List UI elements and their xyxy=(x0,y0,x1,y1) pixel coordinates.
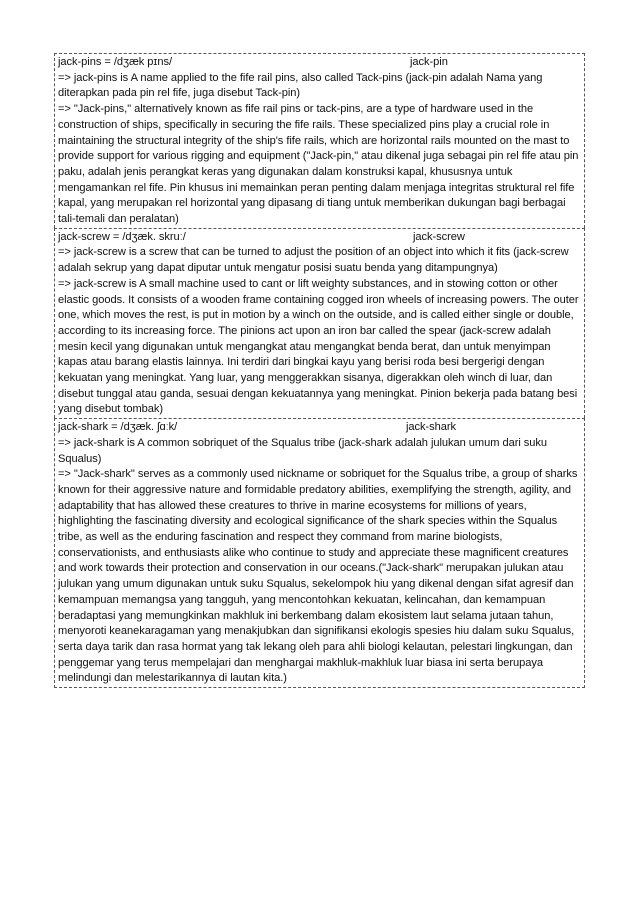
headword: jack-screw xyxy=(413,230,465,243)
pronunciation: jack-pins = /dʒæk pɪns/ xyxy=(58,56,172,68)
entry-header xyxy=(58,55,581,71)
definition-short: => jack-pins is A name applied to the fife rail pins, also called Tack-pins (jack-pin adalah Nama yang diterapkan pada pin rel fife, juga disebut Tack-pin) xyxy=(58,71,543,100)
pronunciation: jack-screw = /dʒæk. skruː/ xyxy=(58,230,186,243)
entry-header xyxy=(58,230,581,246)
dictionary-page xyxy=(54,53,585,688)
definition-short: => jack-shark is A common sobriquet of the Squalus tribe (jack-shark adalah julukan umum dari suku Squalus) xyxy=(58,436,548,465)
definition-long: => jack-screw is A small machine used to cant or lift weighty substances, and in stowing cotton or other elastic goods. It consists of a wooden frame containing cogged iron wheels of increasing powers. The outer one, which moves the rest, is put in motion by a winch on the outside, and is called either single or double, according to its increasing force. The pinions act upon an iron bar called the spear (jack-screw adalah mesin kecil yang digunakan untuk mengangkat atau mengangkat benda berat, dan untuk menyimpan kapas atau barang elastis lainnya. Ini terdiri dari bingkai kayu yang berisi roda besi bergerigi dengan kekuatan yang meningkat. Yang luar, yang menggerakkan sisanya, digerakkan oleh winch di luar, dan disebut tunggal atau ganda, sesuai dengan kekuatannya yang meningkat. Pinion bekerja pada batang besi yang disebut tombak) xyxy=(58,277,579,416)
entry-header xyxy=(58,420,581,436)
entry-jack-pins xyxy=(54,53,585,228)
definition-long: => "Jack-shark" serves as a commonly used nickname or sobriquet for the Squalus tribe, a group of sharks known for their aggressive nature and formidable predatory abilities, exemplifying the strength, agility, and adaptability that has allowed these creatures to thrive in marine ecosystems for millions of years, highlighting the fascinating diversity and ecological significance of the shark species within the Squalus tribe, as well as the enduring fascination and respect they command from marine biologists, conservationists, and enthusiasts alike who continue to study and appreciate these magnificent creatures and work towards their protection and conservation in our oceans.("Jack-shark" merupakan julukan atau julukan yang umum digunakan untuk suku Squalus, sekelompok hiu yang dikenal dengan sifat agresif dan kemampuan memangsa yang tangguh, yang mencontohkan kekuatan, kelincahan, dan kemampuan beradaptasi yang memungkinkan makhluk ini berkembang dalam ekosistem laut selama jutaan tahun, menyoroti keanekaragaman yang menakjubkan dan signifikansi ekologis spesies hiu dalam suku Squalus, serta daya tarik dan rasa hormat yang tak lekang oleh para ahli biologi kelautan, pelestari lingkungan, dan penggemar yang terus mempelajari dan menghargai makhluk-makhluk luar biasa ini serta berupaya melindungi dan melestarikannya di lautan kita.) xyxy=(58,468,578,685)
pronunciation: jack-shark = /dʒæk. ʃɑːk/ xyxy=(58,421,178,434)
headword: jack-pin xyxy=(410,56,448,68)
headword: jack-shark xyxy=(406,421,457,434)
definition-long: => "Jack-pins," alternatively known as fife rail pins or tack-pins, are a type of hardware used in the construction of ships, specifically in securing the fife rails. These specialized pins play a crucial role in maintaining the structural integrity of the ship's fife rails, which are horizontal rails mounted on the mast to provide support for various rigging and equipment ("Jack-pin," atau dikenal juga sebagai pin rel fife atau pin paku, adalah jenis perangkat keras yang digunakan dalam konstruksi kapal, khususnya untuk mengamankan rel fife. Pin khusus ini memainkan peran penting dalam menjaga integritas struktural rel fife kapal, yang merupakan rel horizontal yang dipasang di tiang untuk memberikan dukungan bagi berbagai tali-temali dan peralatan) xyxy=(58,103,579,226)
entry-jack-screw xyxy=(54,228,585,418)
definition-short: => jack-screw is a screw that can be turned to adjust the position of an object into which it fits (jack-screw adalah sekrup yang dapat diputar untuk mengatur posisi suatu benda yang ditampungnya) xyxy=(58,246,569,275)
entry-jack-shark xyxy=(54,418,585,688)
